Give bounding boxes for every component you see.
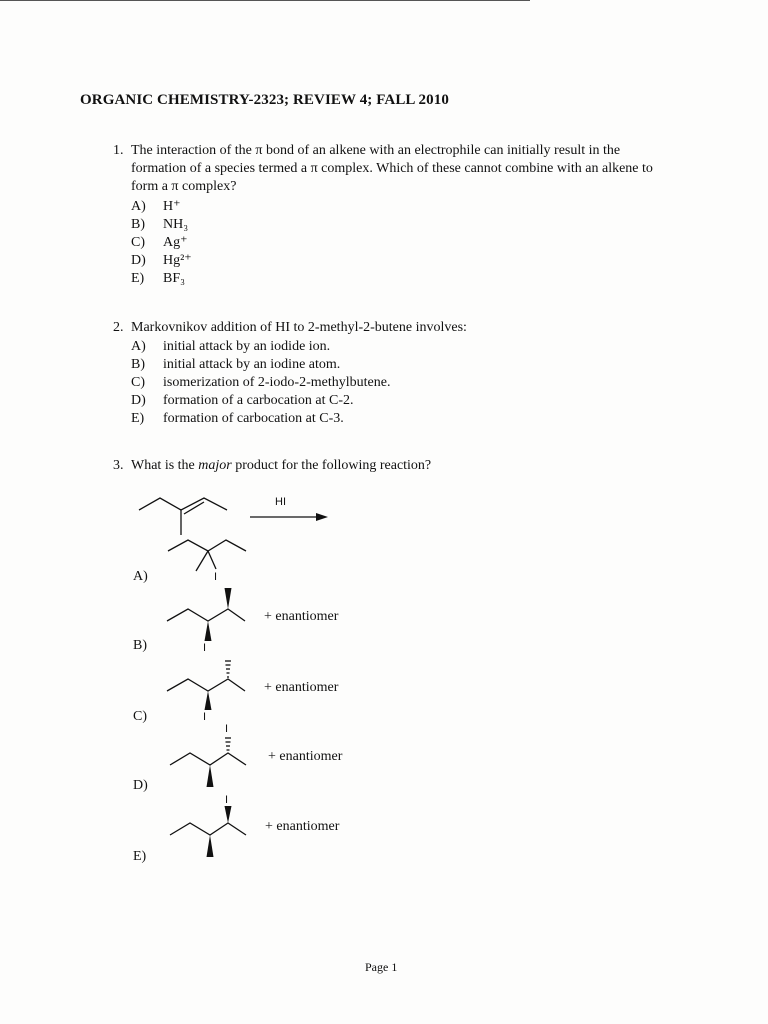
wedge-bond [225,806,232,823]
choice-b: B) initial attack by an iodine atom. [131,357,341,372]
structure-e [170,806,246,857]
question-text: What is the major product for the following reaction? [131,458,432,473]
choice-e: E) formation of carbocation at C-3. [131,411,344,426]
choice-a: A) initial attack by an iodide ion. [131,339,331,354]
hash-bond [225,738,231,750]
atom-label-iodine: I [225,794,229,806]
structure-c [167,661,245,710]
choice-d-note: + enantiomer [268,749,343,764]
atom-label-iodine: I [203,642,207,654]
question-number: 2. [113,320,124,335]
choice-d: D) formation of a carbocation at C-2. [131,393,354,408]
question-text: Markovnikov addition of HI to 2-methyl-2-butene involves: [131,320,467,335]
choice-d: D) Hg²⁺ [131,253,192,268]
choice-b-note: + enantiomer [264,609,339,624]
choice-a: A) H⁺ [131,199,181,214]
choice-c: C) Ag⁺ [131,235,188,250]
choice-c-label: C) [133,709,147,724]
atom-label-iodine: I [214,571,218,583]
choice-d-label: D) [133,778,148,793]
atom-label-iodine: I [203,711,207,723]
page-title: ORGANIC CHEMISTRY-2323; REVIEW 4; FALL 2010 [80,92,449,108]
page-number: Page 1 [365,960,398,974]
hash-bond [225,661,231,677]
wedge-bond [207,835,214,857]
choice-e-label: E) [133,849,147,864]
question-text: The interaction of the π bond of an alkene with an electrophile can initially result in the formation of a species termed a π complex. Which of these cannot combine with an alkene to form a π complex? [131,143,653,194]
reagent-label: HI [275,496,286,508]
choice-c: C) isomerization of 2-iodo-2-methylbutene. [131,375,391,390]
question-number: 3. [113,458,124,473]
wedge-bond [205,691,212,710]
choice-b-label: B) [133,638,147,653]
structure-d [170,738,246,787]
wedge-bond [207,765,214,787]
choice-b: B) NH₃ [131,217,189,232]
structure-b [167,588,245,641]
wedge-bond [225,588,232,609]
choice-a-label: A) [133,569,148,584]
question-number: 1. [113,143,124,158]
reactant-structure [139,498,227,535]
choice-e: E) BF₃ [131,271,186,286]
choice-c-note: + enantiomer [264,680,339,695]
structure-a [168,540,246,571]
atom-label-iodine: I [225,723,229,735]
wedge-bond [205,621,212,641]
choice-e-note: + enantiomer [265,819,340,834]
reaction-arrow [250,513,328,521]
